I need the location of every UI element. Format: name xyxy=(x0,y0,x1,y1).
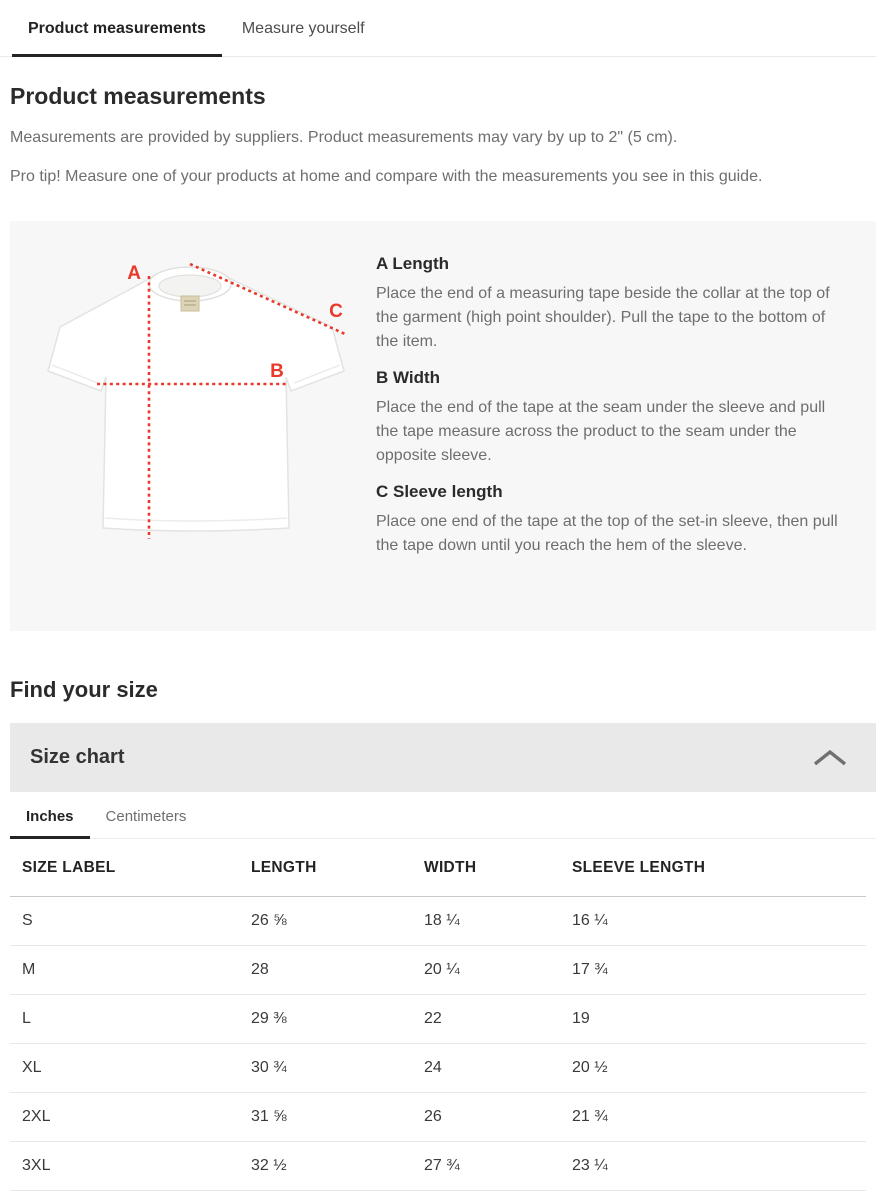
cell-sleeve: 23 ¼ xyxy=(572,1157,608,1174)
measurement-guide-panel xyxy=(10,221,876,631)
tshirt-neck-tag xyxy=(181,296,199,311)
cell-size: 3XL xyxy=(22,1157,51,1174)
cell-sleeve: 16 ¼ xyxy=(572,912,608,929)
instruction-length-title: A Length xyxy=(376,254,450,273)
table-row xyxy=(10,1044,866,1093)
chevron-up-icon xyxy=(812,747,848,769)
tab-inches[interactable]: Inches xyxy=(10,792,90,838)
cell-width: 20 ¼ xyxy=(424,961,460,978)
measurement-instructions xyxy=(376,221,876,631)
cell-length: 32 ½ xyxy=(251,1157,287,1174)
unit-tab-bar xyxy=(10,792,876,839)
table-row xyxy=(10,897,866,946)
measure-label-c: C xyxy=(329,301,343,322)
table-row xyxy=(10,995,866,1044)
intro-pro-tip: Pro tip! Measure one of your products at home and compare with the measurements you see in this guide. xyxy=(10,168,763,185)
measure-label-b: B xyxy=(270,361,284,382)
guide-tab-bar xyxy=(0,0,876,57)
header-width: WIDTH xyxy=(424,858,477,876)
cell-sleeve: 17 ¾ xyxy=(572,961,608,978)
instruction-length xyxy=(376,254,846,354)
instruction-width-body: Place the end of the tape at the seam under the sleeve and pull the tape measure across the product to the seam under the opposite sleeve. xyxy=(376,399,826,464)
cell-sleeve: 19 xyxy=(572,1010,590,1027)
header-size-label: SIZE LABEL xyxy=(22,858,116,876)
tab-product-measurements[interactable]: Product measurements xyxy=(10,0,224,56)
table-header-row xyxy=(10,839,866,897)
cell-length: 31 ⅝ xyxy=(251,1108,287,1125)
instruction-sleeve-body: Place one end of the tape at the top of the set-in sleeve, then pull the tape down until you reach the hem of the sleeve. xyxy=(376,513,838,554)
instruction-sleeve-title: C Sleeve length xyxy=(376,482,503,501)
cell-length: 30 ¾ xyxy=(251,1059,287,1076)
header-length: LENGTH xyxy=(251,858,317,876)
size-chart-accordion-toggle[interactable] xyxy=(10,723,876,792)
intro-supplier-note: Measurements are provided by suppliers. Product measurements may vary by up to 2" (5 cm). xyxy=(10,129,678,146)
size-chart-title: Size chart xyxy=(30,746,125,768)
table-row xyxy=(10,946,866,995)
cell-length: 26 ⅝ xyxy=(251,912,287,929)
cell-sleeve: 21 ¾ xyxy=(572,1108,608,1125)
cell-size: XL xyxy=(22,1059,42,1076)
instruction-width-title: B Width xyxy=(376,368,441,387)
cell-width: 27 ¾ xyxy=(424,1157,460,1174)
table-row xyxy=(10,1142,866,1191)
measure-label-a: A xyxy=(127,263,141,284)
table-row xyxy=(10,1093,866,1142)
cell-length: 29 ⅜ xyxy=(251,1010,287,1027)
tab-measure-yourself[interactable]: Measure yourself xyxy=(241,20,365,37)
instruction-sleeve-title-section xyxy=(376,482,846,558)
instruction-length-body: Place the end of a measuring tape beside the collar at the top of the garment (high point shoulder). Pull the tape to the bottom of the item. xyxy=(376,285,830,350)
tshirt-collar-inner xyxy=(159,275,221,297)
cell-width: 26 xyxy=(424,1108,442,1125)
cell-sleeve: 20 ½ xyxy=(572,1059,608,1076)
instruction-width xyxy=(376,368,846,468)
tab-centimeters[interactable]: Centimeters xyxy=(105,808,187,825)
cell-size: 2XL xyxy=(22,1108,51,1125)
cell-length: 28 xyxy=(251,961,269,978)
header-sleeve-length: SLEEVE LENGTH xyxy=(572,858,706,876)
size-chart-table xyxy=(10,839,866,1191)
tshirt-body xyxy=(48,273,344,531)
cell-width: 24 xyxy=(424,1059,442,1076)
page-title: Product measurements xyxy=(10,83,266,109)
tshirt-measurement-diagram xyxy=(10,221,376,631)
cell-width: 22 xyxy=(424,1010,442,1027)
tshirt-diagram-image xyxy=(10,221,376,631)
cell-width: 18 ¼ xyxy=(424,912,460,929)
cell-size: M xyxy=(22,961,36,978)
cell-size: S xyxy=(22,912,33,929)
find-your-size-title: Find your size xyxy=(10,677,158,702)
cell-size: L xyxy=(22,1010,31,1027)
